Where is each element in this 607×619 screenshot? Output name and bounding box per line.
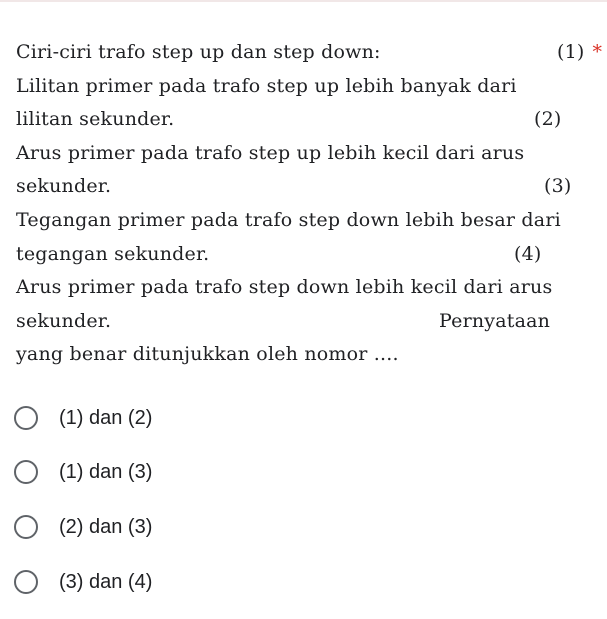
option-2[interactable] bbox=[14, 456, 314, 492]
radio-button-icon[interactable] bbox=[14, 460, 38, 484]
radio-button-icon[interactable] bbox=[14, 515, 38, 539]
question-line-text: sekunder. bbox=[16, 309, 112, 332]
option-label: (1) dan (3) bbox=[59, 461, 153, 483]
radio-button-icon[interactable] bbox=[14, 406, 38, 430]
question-line-text: sekunder. bbox=[16, 175, 112, 198]
question-text bbox=[16, 36, 603, 372]
question-line-text: Ciri-ciri trafo step up dan step down: bbox=[16, 41, 381, 63]
statement-number: (2) bbox=[534, 108, 562, 131]
question-line-text: Arus primer pada trafo step up lebih kecil dari arus bbox=[16, 141, 525, 164]
statement-number: (3) bbox=[544, 175, 572, 198]
option-4[interactable] bbox=[14, 566, 314, 602]
question-line-text: Tegangan primer pada trafo step down lebih besar dari bbox=[16, 208, 561, 231]
top-divider bbox=[0, 0, 607, 2]
option-label: (2) dan (3) bbox=[59, 516, 153, 538]
option-1[interactable] bbox=[14, 402, 314, 438]
question-line-text: yang benar ditunjukkan oleh nomor .... bbox=[16, 343, 399, 366]
question-line-text: Arus primer pada trafo step down lebih kecil dari arus bbox=[16, 276, 553, 299]
option-label: (1) dan (2) bbox=[59, 407, 153, 429]
question-line-text: tegangan sekunder. bbox=[16, 242, 210, 265]
statement-number: (1) bbox=[557, 41, 585, 63]
question-line-text: Lilitan primer pada trafo step up lebih banyak dari bbox=[16, 74, 517, 97]
question-line-6 bbox=[16, 204, 591, 238]
question-line-4 bbox=[16, 137, 591, 171]
question-line-9 bbox=[16, 305, 591, 339]
question-line-3 bbox=[16, 103, 591, 137]
radio-button-icon[interactable] bbox=[14, 570, 38, 594]
question-line-5 bbox=[16, 170, 591, 204]
question-line-text-right: Pernyataan bbox=[439, 309, 551, 332]
question-line-7 bbox=[16, 238, 591, 272]
required-marker: * bbox=[592, 41, 603, 63]
question-line-8 bbox=[16, 271, 591, 305]
question-line-text: lilitan sekunder. bbox=[16, 108, 175, 131]
option-3[interactable] bbox=[14, 511, 314, 547]
statement-number: (4) bbox=[514, 242, 542, 265]
question-line-1 bbox=[16, 36, 603, 70]
question-line-2 bbox=[16, 70, 591, 104]
question-line-10 bbox=[16, 338, 591, 372]
option-label: (3) dan (4) bbox=[59, 571, 153, 593]
